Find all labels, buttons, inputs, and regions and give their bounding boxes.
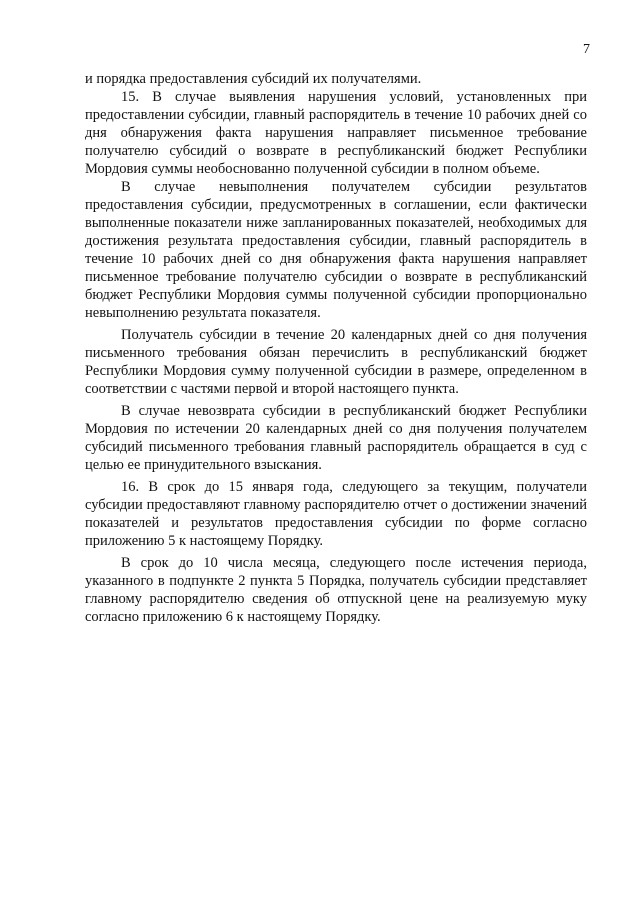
- paragraph-16: 16. В срок до 15 января года, следующего за текущим, получатели субсидии предоставляют главному распорядителю отчет о достижении значений показателей и результатов предоставления субсидии по форме согласно приложению 5 к настоящему Порядку.: [85, 479, 587, 549]
- document-body: [85, 70, 587, 626]
- paragraph-15: 15. В случае выявления нарушения условий, установленных при предоставлении субсидии, главный распорядитель в течение 10 рабочих дней со дня обнаружения факта нарушения направляет письменное требование получателю субсидий о возврате в республиканский бюджет Республики Мордовия суммы необоснованно полученной субсидии в полном объеме.: [85, 89, 587, 177]
- paragraph-15-refund-term: Получатель субсидии в течение 20 календарных дней со дня получения письменного требования обязан перечислить в республиканский бюджет Республики Мордовия сумму полученной субсидии в размере, определенном в соответствии с частями первой и второй настоящего пункта.: [85, 327, 587, 397]
- paragraph-15-court: В случае невозврата субсидии в республиканский бюджет Республики Мордовия по истечении 20 календарных дней со дня получения получателем субсидий письменного требования главный распорядитель обращается в суд с целью ее принудительного взыскания.: [85, 403, 587, 473]
- page-number: 7: [583, 42, 590, 57]
- paragraph-16-price-info: В срок до 10 числа месяца, следующего после истечения периода, указанного в подпункте 2 пункта 5 Порядка, получатель субсидии представляет главному распорядителю сведения об отпускной цене на реализуемую муку согласно приложению 6 к настоящему Порядку.: [85, 555, 587, 625]
- paragraph-15-nonfulfillment: В случае невыполнения получателем субсидии результатов предоставления субсидии, предусмотренных в соглашении, если фактически выполненные показатели ниже запланированных показателей, необходимых для достижения результата предоставления субсидии, главный распорядитель в течение 10 рабочих дней со дня обнаружения факта нарушения направляет письменное требование получателю субсидии о возврате в республиканский бюджет Республики Мордовия суммы полученной субсидии пропорционально невыполнению результата показателя.: [85, 179, 587, 321]
- paragraph-continuation: и порядка предоставления субсидий их получателями.: [85, 71, 422, 87]
